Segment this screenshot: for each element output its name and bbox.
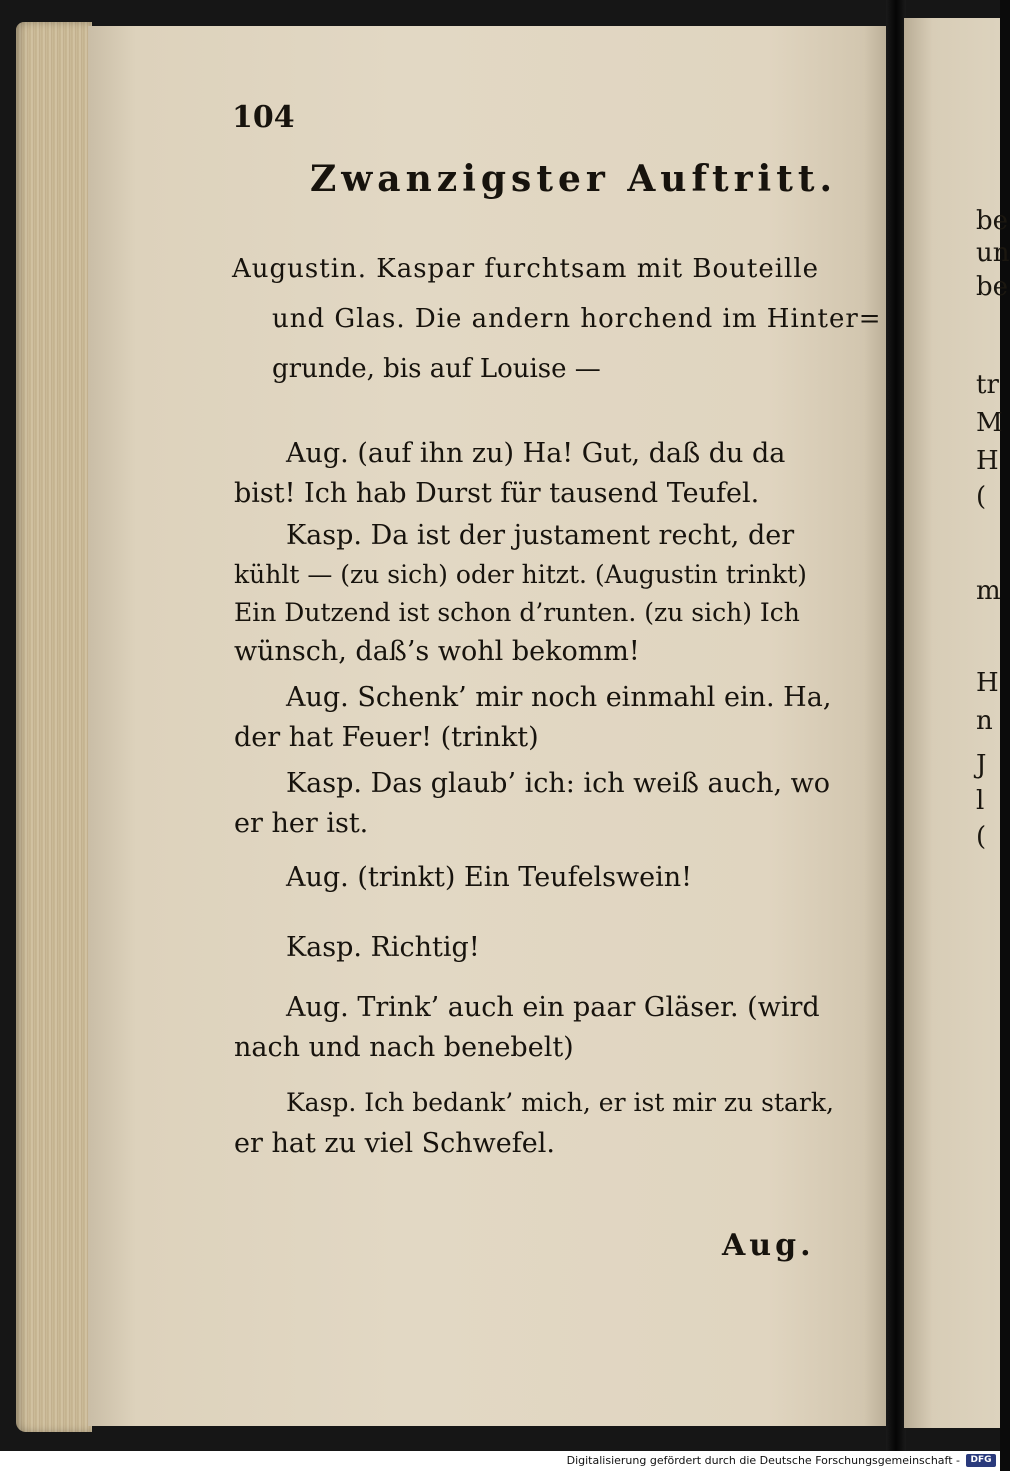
scene-heading: Zwanzigster Auftritt. xyxy=(310,158,838,200)
dialogue-line: wünsch, daß’s wohl bekomm! xyxy=(234,636,640,667)
facing-page-fragment: ( xyxy=(976,482,987,512)
catchword: Aug. xyxy=(722,1228,815,1263)
stage-direction-line: und Glas. Die andern horchend im Hinter= xyxy=(272,304,882,334)
page-edges xyxy=(16,22,92,1432)
stage-direction-line: Augustin. Kaspar furchtsam mit Bouteille xyxy=(232,254,820,284)
book-gutter xyxy=(886,0,906,1451)
dialogue-line: kühlt — (zu sich) oder hitzt. (Augustin trinkt) xyxy=(234,560,807,589)
dialogue-line: Kasp. Da ist der justament recht, der xyxy=(286,520,795,551)
facing-page-fragment: be xyxy=(976,206,1009,236)
dialogue-line: Kasp. Das glaub’ ich: ich weiß auch, wo xyxy=(286,768,831,799)
facing-page-fragment: tr xyxy=(976,370,999,400)
dialogue-line: er her ist. xyxy=(234,808,369,839)
facing-page-fragment: M xyxy=(976,408,1003,438)
facing-page-fragment: J xyxy=(976,750,987,780)
dialogue-line: Aug. (trinkt) Ein Teufelswein! xyxy=(286,862,693,893)
facing-page-fragment: m xyxy=(976,576,1001,606)
facing-page-fragment: l xyxy=(976,786,985,816)
facing-page-fragment: H xyxy=(976,668,999,698)
dialogue-line: Kasp. Richtig! xyxy=(286,932,480,963)
dialogue-line: Kasp. Ich bedank’ mich, er ist mir zu stark, xyxy=(286,1088,834,1117)
dialogue-line: Aug. Schenk’ mir noch einmahl ein. Ha, xyxy=(286,682,832,713)
dialogue-line: nach und nach benebelt) xyxy=(234,1032,574,1063)
funding-note: Digitalisierung gefördert durch die Deutsche Forschungsgemeinschaft - xyxy=(566,1454,960,1467)
dfg-logo-icon: DFG xyxy=(966,1454,996,1467)
facing-page-fragment: ( xyxy=(976,822,987,852)
dialogue-line: Ein Dutzend ist schon d’runten. (zu sich) Ich xyxy=(234,598,800,627)
dialogue-line: der hat Feuer! (trinkt) xyxy=(234,722,539,753)
facing-page-fragment: un xyxy=(976,238,1010,268)
stage-direction-line: grunde, bis auf Louise — xyxy=(272,354,601,384)
facing-page-fragment: n xyxy=(976,706,993,736)
facing-page-fragment: be xyxy=(976,272,1009,302)
dialogue-line: Aug. (auf ihn zu) Ha! Gut, daß du da xyxy=(286,438,786,469)
dialogue-line: Aug. Trink’ auch ein paar Gläser. (wird xyxy=(286,992,820,1023)
dialogue-line: bist! Ich hab Durst für tausend Teufel. xyxy=(234,478,760,509)
footer-bar xyxy=(0,1451,1000,1471)
page-number: 104 xyxy=(232,100,295,135)
facing-page-fragment: H xyxy=(976,446,999,476)
dialogue-line: er hat zu viel Schwefel. xyxy=(234,1128,555,1159)
